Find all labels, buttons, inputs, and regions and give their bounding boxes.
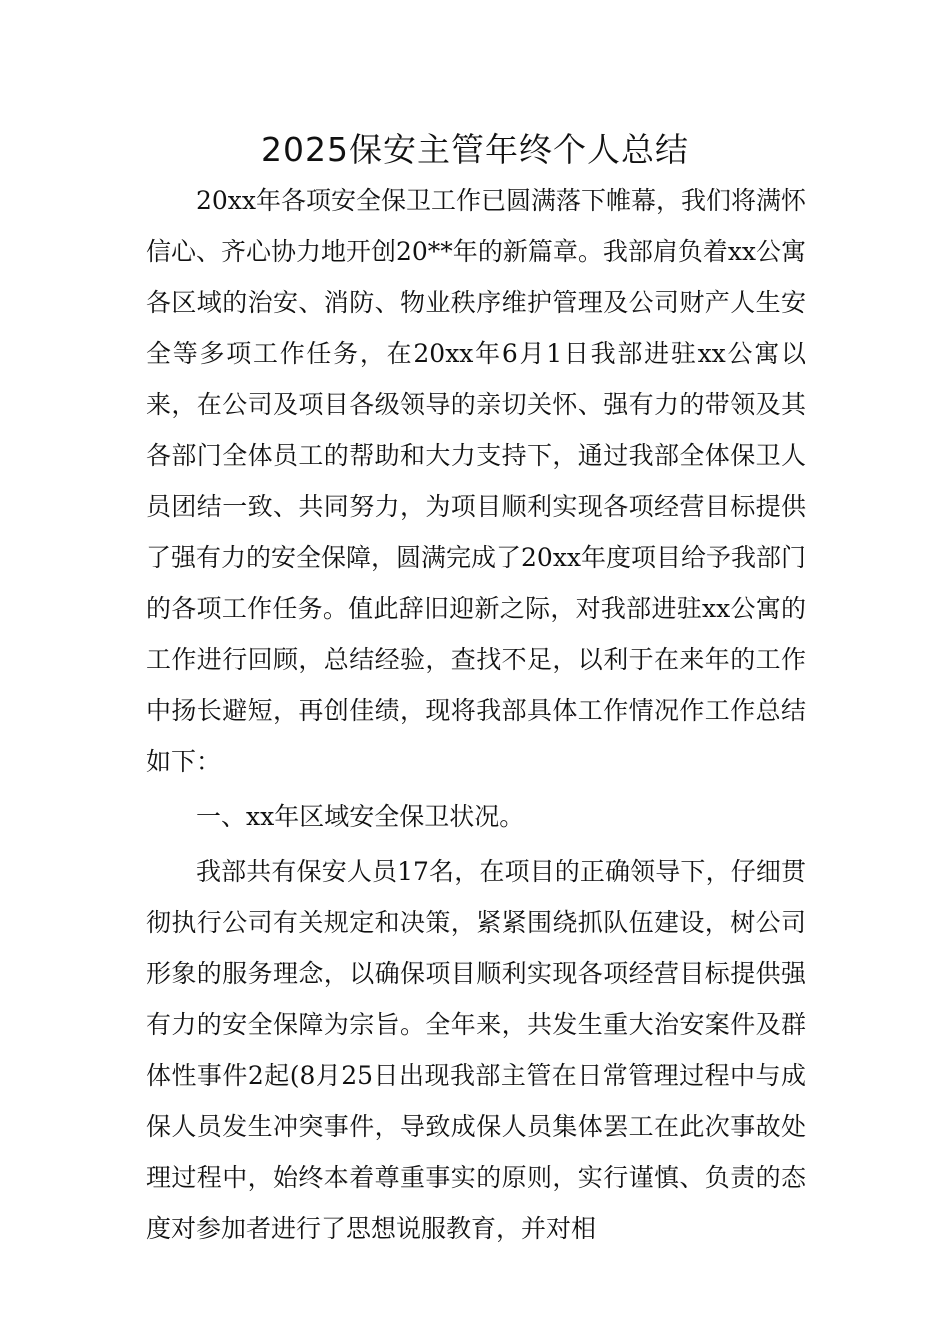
section-heading-1: 一、xx年区域安全保卫状况。 [196, 802, 525, 831]
document-body [146, 175, 806, 1254]
paragraph-intro: 20xx年各项安全保卫工作已圆满落下帷幕，我们将满怀信心、齐心协力地开创20**年的新篇章。我部肩负着xx公寓各区域的治安、消防、物业秩序维护管理及公司财产人生安全等多项工作任务，在20xx年6月1日我部进驻xx公寓以来，在公司及项目各级领导的亲切关怀、强有力的带领及其各部门全体员工的帮助和大力支持下，通过我部全体保卫人员团结一致、共同努力，为项目顺利实现各项经营目标提供了强有力的安全保障，圆满完成了20xx年度项目给予我部门的各项工作任务。值此辞旧迎新之际，对我部进驻xx公寓的工作进行回顾，总结经验，查找不足，以利于在来年的工作中扬长避短，再创佳绩，现将我部具体工作情况作工作总结如下： [146, 186, 807, 776]
document-title: 2025保安主管年终个人总结 [261, 130, 689, 169]
paragraph-section-1: 我部共有保安人员17名，在项目的正确领导下，仔细贯彻执行公司有关规定和决策，紧紧围绕抓队伍建设，树公司形象的服务理念，以确保项目顺利实现各项经营目标提供强有力的安全保障为宗旨。全年来，共发生重大治安案件及群体性事件2起(8月25日出现我部主管在日常管理过程中与成保人员发生冲突事件，导致成保人员集体罢工在此次事故处理过程中，始终本着尊重事实的原则，实行谨慎、负责的态度对参加者进行了思想说服教育，并对相 [146, 857, 806, 1243]
